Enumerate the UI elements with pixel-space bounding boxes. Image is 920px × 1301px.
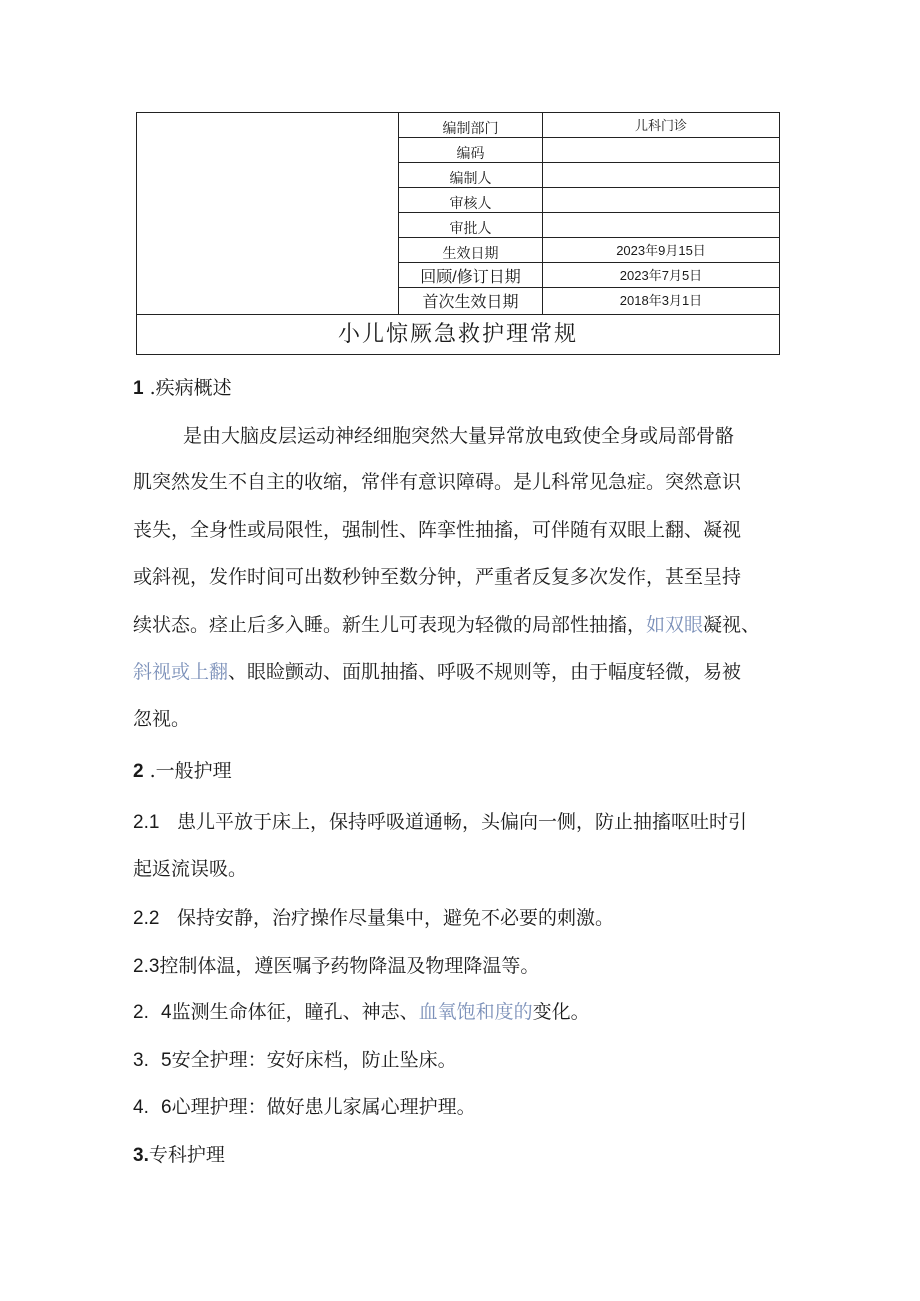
meta-label: 回顾/修订日期 [399,263,543,287]
highlight-span: 血氧饱和度的 [418,1001,533,1023]
item-number: 4. [133,1097,149,1118]
meta-row-code [399,138,779,163]
text-span: 续状态。痉止后多入睡。新生儿可表现为轻微的局部性抽搐， [133,614,647,636]
document-header-table [136,112,780,355]
item-text: 心理护理：做好患儿家属心理护理。 [171,1096,476,1118]
list-item-continuation: 起返流误吸。 [133,858,248,880]
meta-row-reviewer [399,188,779,213]
paragraph-line: 或斜视，发作时间可出数秒钟至数分钟，严重者反复多次发作，甚至呈持 [133,566,742,588]
meta-value: 2023年9月15日 [616,243,706,258]
paragraph-line [133,613,760,637]
paragraph-line: 丧失，全身性或局限性，强制性、阵挛性抽搐，可伴随有双眼上翻、凝视 [133,519,742,541]
item-text: 患儿平放于床上，保持呼吸道通畅，头偏向一侧，防止抽搐呕吐时引 [177,811,748,833]
section-title: 专科护理 [148,1144,225,1166]
paragraph-line: 是由大脑皮层运动神经细胞突然大量异常放电致使全身或局部骨骼 [183,425,735,447]
meta-value [543,163,779,187]
text-span: 凝视、 [703,614,761,636]
paragraph-line: 肌突然发生不自主的收缩，常伴有意识障碍。是儿科常见急症。突然意识 [133,471,742,493]
meta-value [543,213,779,237]
item-text: 控制体温，遵医嘱予药物降温及物理降温等。 [159,955,540,977]
highlight-span: 如双眼 [646,614,704,636]
document-title: 小儿惊厥急救护理常规 [137,314,779,354]
meta-row-effective-date [399,238,779,263]
item-text: 保持安静，治疗操作尽量集中，避免不必要的刺激。 [177,907,615,929]
meta-row-approver [399,213,779,238]
meta-value [543,188,779,212]
item-number: 3. [133,1050,149,1071]
list-item-2-2 [133,906,614,931]
meta-row-first-effective-date [399,288,779,314]
paragraph-line [133,660,741,684]
list-item-2-6 [133,1095,476,1120]
item-number: 2.2 [133,908,160,929]
section-3-heading [133,1143,225,1168]
logo-cell [137,113,399,314]
meta-label: 首次生效日期 [399,288,543,314]
item-text: 安全护理：安好床档，防止坠床。 [171,1049,457,1071]
section-title: .疾病概述 [143,377,232,399]
meta-label: 编码 [399,138,543,162]
section-1-heading [133,376,232,401]
meta-label: 审核人 [399,188,543,212]
item-number: 5 [161,1050,172,1071]
list-item-2-1 [133,810,747,835]
meta-value: 2018年3月1日 [619,293,703,308]
item-number: 2.1 [133,812,160,833]
section-number: 3. [133,1145,149,1166]
item-number: 2. [133,1002,149,1023]
text-span: 、眼睑颤动、面肌抽搐、呼吸不规则等，由于幅度轻微，易被 [228,661,742,683]
item-text: 变化。 [532,1001,590,1023]
section-2-heading [133,759,232,784]
section-title: .一般护理 [143,760,232,782]
meta-label: 编制人 [399,163,543,187]
meta-value: 儿科门诊 [634,118,687,133]
meta-label: 审批人 [399,213,543,237]
paragraph-line: 忽视。 [133,708,191,730]
item-number: 2.3 [133,956,160,977]
meta-label: 生效日期 [399,238,543,262]
item-text: 监测生命体征，瞳孔、神志、 [171,1001,419,1023]
highlight-span: 斜视或上翻 [133,661,229,683]
item-number: 4 [161,1002,172,1023]
meta-row-revision-date [399,263,779,288]
item-number: 6 [161,1097,172,1118]
section-number: 2 [133,761,144,782]
section-number: 1 [133,378,144,399]
meta-block [137,113,779,314]
list-item-2-4 [133,1000,590,1025]
meta-row-author [399,163,779,188]
meta-value: 2023年7月5日 [619,268,703,283]
list-item-2-5 [133,1048,457,1073]
list-item-2-3 [133,954,539,979]
meta-label: 编制部门 [399,113,543,137]
meta-value [543,138,779,162]
meta-row-department [399,113,779,138]
